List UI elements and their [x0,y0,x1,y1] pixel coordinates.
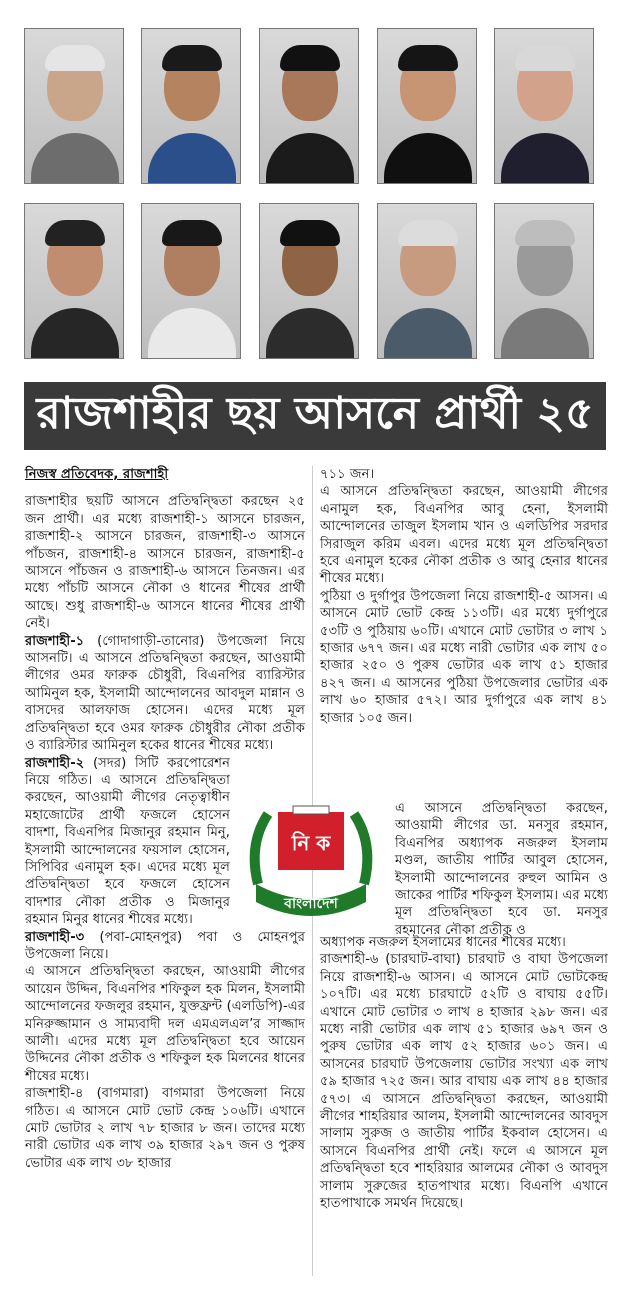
paragraph-rajshahi-3: রাজশাহী-৩ (পবা-মোহনপুর) পবা ও মোহনপুর উপজেলা নিয়ে। [25,929,305,962]
paragraph-rajshahi-1: রাজশাহী-১ (গোদাগাড়ী-তানোর) উপজেলা নিয়ে আসনটি। এ আসনে প্রতিদ্বন্দ্বিতা করছেন, আওয়ামী লীগের ওমর ফারুক চৌধুরী, বিএনপির ব্যারিস্টার আমিনুল হক, ইসলামী আন্দোলনের আবদুল মান্নান ও বাসদের আলফাজ হোসেন। এদের মধ্যে মূল প্রতিদ্বন্দ্বিতা হবে ওমর ফারুক চৌধুরীর নৌকা প্রতীক ও ব্যারিস্টার আমিনুল হকের ধানের শীষের মধ্যে। [25,633,305,754]
election-commission-logo [238,784,384,930]
candidate-photo [259,203,359,359]
intro-paragraph: রাজশাহীর ছয়টি আসনে প্রতিদ্বন্দ্বিতা করছেন ২৫ জন প্রার্থী। এর মধ্যে রাজশাহী-১ আসনে চারজন, রাজশাহী-২ আসনে চারজন, রাজশাহী-৩ আসনে পাঁচজন, রাজশাহী-৪ আসনে চারজন, রাজশাহী-৫ আসনে পাঁচজন ও রাজশাহী-৬ আসনে তিনজন। এর মধ্যে পাঁচটি আসনে নৌকা ও ধানের শীষের প্রার্থী আছে। শুধু রাজশাহী-৬ আসনে ধানের শীষের প্রার্থী নেই। [25,494,305,632]
laurel-right-icon [354,814,367,884]
candidate-photo [494,28,594,184]
laurel-left-icon [255,814,268,884]
candidate-photo [24,203,124,359]
headline: রাজশাহীর ছয় আসনে প্রার্থী ২৫ [36,387,594,439]
paragraph-r4-cont: ৭১১ জন। [320,467,375,482]
candidate-photo [377,203,477,359]
paragraph-rajshahi-5: পুঠিয়া ও দুর্গাপুর উপজেলা নিয়ে রাজশাহী-৫ আসন। এ আসনে মোট ভোট কেন্দ্র ১১৩টি। এর মধ্যে দুর্গাপুরে ৫৩টি ও পুঠিয়ায় ৬০টি। এখানে মোট ভোটার ৩ লাখ ১ হাজার ৬৭৭ জন। এর মধ্যে নারী ভোটার এক লাখ ৫০ হাজার ২৫০ ও পুরুষ ভোটার এক লাখ ৫১ হাজার ৪২৭ জন। এ আসনের পুঠিয়া উপজেলার ভোটার এক লাখ ৬০ হাজার ৫৭২। আর দুর্গাপুরে এক লাখ ৪১ হাজার ১০৫ জন। [320,588,608,726]
ballot-paper-icon [293,806,329,814]
candidate-photo [141,28,241,184]
candidate-photo [259,28,359,184]
paragraph-rajshahi-4: রাজশাহী-৪ (বাগমারা) বাগমারা উপজেলা নিয়ে গঠিত। এ আসনে মোট ভোট কেন্দ্র ১০৬টি। এখানে মোট ভোটার ২ লাখ ৭৮ হাজার ৮ জন। তাদের মধ্যে নারী ভোটার এক লাখ ৩৯ হাজার ২৯৭ জন ও পুরুষ ভোটার এক লাখ ৩৮ হাজার [25,1086,305,1171]
candidate-photo [141,203,241,359]
byline: নিজস্ব প্রতিবেদক, রাজশাহী [25,467,169,482]
article-column-2 [320,466,608,727]
headline-banner [24,382,606,450]
article-column-2-wrap [395,800,608,939]
logo-letters: নি ক [291,831,331,855]
paragraph-r5-cont: অধ্যাপক নজরুল ইসলামের ধানের শীষের মধ্যে। [320,935,566,950]
logo-caption: বাংলাদেশ [284,896,338,912]
candidate-photo [494,203,594,359]
paragraph-r4-candidates: এ আসনে প্রতিদ্বন্দ্বিতা করছেন, আওয়ামী লীগের এনামুল হক, বিএনপির আবু হেনা, ইসলামী আন্দোলনের তাজুল ইসলাম খান ও এলডিপির সরদার সিরাজুল করিম এবল। এদের মধ্যে মূল প্রতিদ্বন্দ্বিতা হবে এনামুল হকের নৌকা প্রতীক ও আবু হেনার ধানের শীষের মধ্যে। [320,484,608,587]
paragraph-rajshahi-2: রাজশাহী-২ (সদর) সিটি করপোরেশন নিয়ে গঠিত। এ আসনে প্রতিদ্বন্দ্বিতা করছেন, আওয়ামী লীগের নেতৃত্বাধীন মহাজোটের প্রার্থী ফজলে হোসেন বাদশা, বিএনপির মিজানুর রহমান মিনু, ইসলামী আন্দোলনের ফয়সাল হোসেন, সিপিবির এনামুল হক। এদের মধ্যে মূল প্রতিদ্বন্দ্বিতা হবে ফজলে হোসেন বাদশার নৌকা প্রতীক ও মিজানুর রহমান মিনুর ধানের শীষের মধ্যে। [25,755,230,928]
paragraph-rajshahi-3-candidates: এ আসনে প্রতিদ্বন্দ্বিতা করছেন, আওয়ামী লীগের আয়েন উদ্দিন, বিএনপির শফিকুল হক মিলন, ইসলামী আন্দোলনের ফজলুর রহমান, যুক্তফ্রন্ট (এলডিপি)-এর মনিরুজ্জামান ও সাম্যবাদী দল এমএলএল’র সাজ্জাদ আলী। এদের মধ্যে মূল প্রতিদ্বন্দ্বিতা হবে আয়েন উদ্দিনের নৌকা প্রতীক ও শফিকুল হক মিলনের ধানের শীষের মধ্যে। [25,964,305,1084]
candidate-photo [377,28,477,184]
article-column-2-lower [320,934,608,1213]
candidate-photo [24,28,124,184]
paragraph-r5-candidates: এ আসনে প্রতিদ্বন্দ্বিতা করছেন, আওয়ামী লীগের ডা. মনসুর রহমান, বিএনপির অধ্যাপক নজরুল ইসলাম মণ্ডল, জাতীয় পার্টির আবুল হোসেন, ইসলামী আন্দোলনের রুহুল আমিন ও জাকের পার্টির শফিকুল ইসলাম। এর মধ্যে মূল প্রতিদ্বন্দ্বিতা হবে ডা. মনসুর রহমানের নৌকা প্রতীক ও [395,801,608,938]
paragraph-rajshahi-6: রাজশাহী-৬ (চারঘাট-বাঘা) চারঘাট ও বাঘা উপজেলা নিয়ে রাজশাহী-৬ আসন। এ আসনে মোট ভোটকেন্দ্র ১০৭টি। এর মধ্যে চারঘাটে ৫২টি ও বাঘায় ৫৫টি। এখানে মোট ভোটার ৩ লাখ ৪ হাজার ২৯৮ জন। এর মধ্যে নারী ভোটার এক লাখ ৫১ হাজার ৬৯৭ জন ও পুরুষ ভোটার এক লাখ ৫২ হাজার ৬০১ জন। এ আসনের চারঘাট উপজেলায় ভোটার সংখ্যা এক লাখ ৫৯ হাজার ৭২৫ জন। আর বাঘায় এক লাখ ৪৪ হাজার ৫৭৩। এ আসনে প্রতিদ্বন্দ্বিতা করছেন, আওয়ামী লীগের শাহরিয়ার আলম, ইসলামী আন্দোলনের আবদুস সালাম সুরুজ ও জাতীয় পার্টির ইকবাল হোসেন। এ আসনে বিএনপির প্রার্থী নেই। ফলে এ আসনে মূল প্রতিদ্বন্দ্বিতা হবে শাহরিয়ার আলমের নৌকা ও আবদুস সালাম সুরুজের হাতপাখার মধ্যে। বিএনপি এখানে হাতপাখাকে সমর্থন দিয়েছে। [320,952,608,1212]
